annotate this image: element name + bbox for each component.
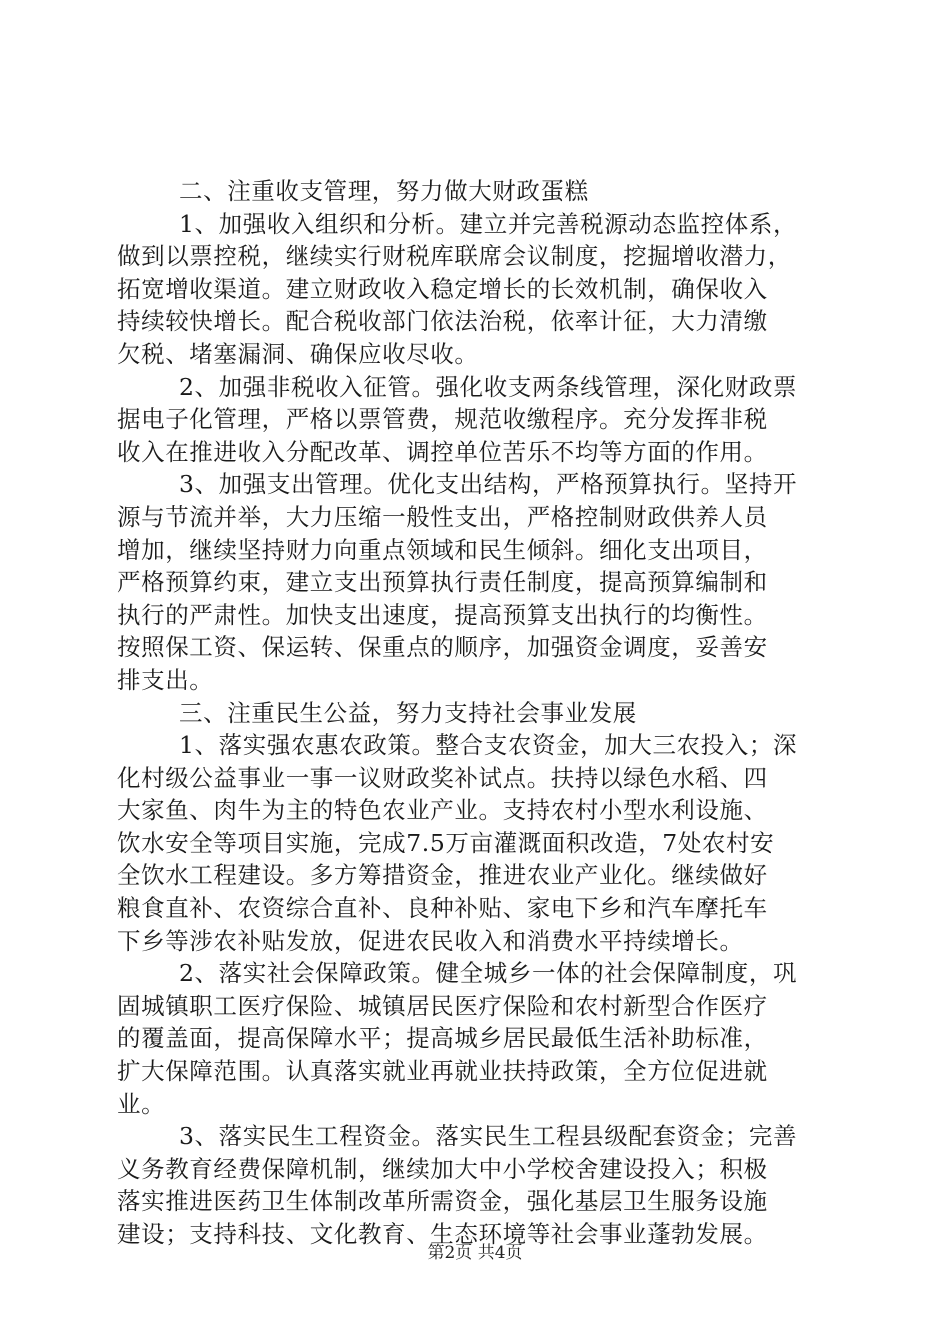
text-line: 扩大保障范围。认真落实就业再就业扶持政策，全方位促进就 — [117, 1057, 768, 1086]
text-line: 全饮水工程建设。多方筹措资金，推进农业产业化。继续做好 — [117, 861, 768, 890]
text-line: 落实推进医药卫生体制改革所需资金，强化基层卫生服务设施 — [117, 1187, 768, 1216]
document-body — [117, 175, 845, 1251]
text-line: 源与节流并举，大力压缩一般性支出，严格控制财政供养人员 — [117, 502, 768, 531]
text-line: 大家鱼、肉牛为主的特色农业产业。支持农村小型水利设施、 — [117, 796, 768, 825]
text-line: 固城镇职工医疗保险、城镇居民医疗保险和农村新型合作医疗 — [117, 991, 768, 1020]
text-line: 排支出。 — [117, 665, 214, 694]
text-line: 执行的严肃性。加快支出速度，提高预算支出执行的均衡性。 — [117, 600, 768, 629]
paragraph — [117, 208, 845, 371]
text-line: 2、加强非税收入征管。强化收支两条线管理，深化财政票 — [179, 372, 798, 401]
text-line: 化村级公益事业一事一议财政奖补试点。扶持以绿色水稻、四 — [117, 763, 768, 792]
text-line: 1、加强收入组织和分析。建立并完善税源动态监控体系， — [179, 209, 798, 238]
paragraph — [117, 697, 845, 730]
text-line: 3、落实民生工程资金。落实民生工程县级配套资金；完善 — [179, 1122, 798, 1151]
text-line: 的覆盖面，提高保障水平；提高城乡居民最低生活补助标准， — [117, 1024, 768, 1053]
paragraph — [117, 729, 845, 957]
text-line: 增加，继续坚持财力向重点领域和民生倾斜。细化支出项目， — [117, 535, 768, 564]
text-line: 1、落实强农惠农政策。整合支农资金，加大三农投入；深 — [179, 731, 798, 760]
paragraph — [117, 957, 845, 1120]
paragraph — [117, 1120, 845, 1250]
paragraph — [117, 371, 845, 469]
text-line: 做到以票控税，继续实行财税库联席会议制度，挖掘增收潜力， — [117, 242, 792, 271]
text-line: 据电子化管理，严格以票管费，规范收缴程序。充分发挥非税 — [117, 405, 768, 434]
text-line: 欠税、堵塞漏洞、确保应收尽收。 — [117, 339, 479, 368]
text-line: 拓宽增收渠道。建立财政收入稳定增长的长效机制，确保收入 — [117, 274, 768, 303]
paragraph — [117, 175, 845, 208]
text-line: 按照保工资、保运转、保重点的顺序，加强资金调度，妥善安 — [117, 633, 768, 662]
page-number-footer: 第2页 共4页 — [427, 1243, 523, 1263]
text-line: 建设；支持科技、文化教育、生态环境等社会事业蓬勃发展。 — [117, 1220, 768, 1248]
text-line: 粮食直补、农资综合直补、良种补贴、家电下乡和汽车摩托车 — [117, 894, 768, 923]
text-line: 三、注重民生公益，努力支持社会事业发展 — [179, 698, 637, 727]
text-line: 持续较快增长。配合税收部门依法治税，依率计征，大力清缴 — [117, 307, 768, 336]
text-line: 二、注重收支管理，努力做大财政蛋糕 — [179, 177, 589, 205]
text-line: 2、落实社会保障政策。健全城乡一体的社会保障制度，巩 — [179, 959, 798, 988]
text-line: 收入在推进收入分配改革、调控单位苦乐不均等方面的作用。 — [117, 437, 768, 466]
text-line: 3、加强支出管理。优化支出结构，严格预算执行。坚持开 — [179, 470, 798, 499]
text-line: 下乡等涉农补贴发放，促进农民收入和消费水平持续增长。 — [117, 926, 744, 955]
text-line: 严格预算约束，建立支出预算执行责任制度，提高预算编制和 — [117, 568, 768, 597]
text-line: 业。 — [117, 1089, 166, 1118]
text-line: 义务教育经费保障机制，继续加大中小学校舍建设投入；积极 — [117, 1154, 768, 1183]
paragraph — [117, 468, 845, 696]
text-line: 饮水安全等项目实施，完成7.5万亩灌溉面积改造，7处农村安 — [117, 828, 775, 857]
